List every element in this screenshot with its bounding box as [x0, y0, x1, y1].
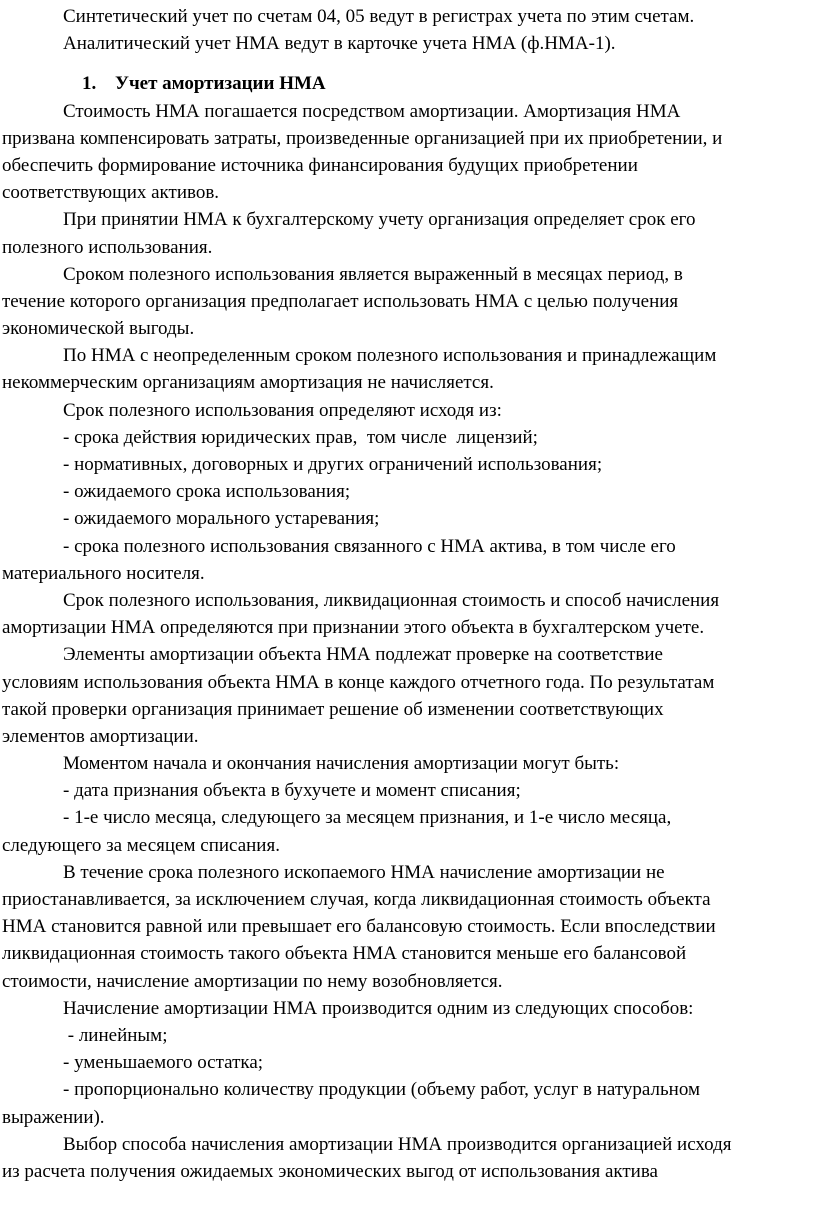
- paragraph-line: экономической выгоды.: [2, 318, 195, 340]
- paragraph-line: - линейным;: [63, 1024, 168, 1046]
- paragraph-line: При принятии НМА к бухгалтерскому учету организация определяет срок его: [63, 209, 696, 231]
- paragraph-line: условиям использования объекта НМА в конце каждого отчетного года. По результатам: [2, 671, 715, 693]
- paragraph-line: - ожидаемого морального устаревания;: [63, 508, 380, 530]
- paragraph-line: - уменьшаемого остатка;: [63, 1052, 264, 1074]
- paragraph-line: В течение срока полезного ископаемого НМА начисление амортизации не: [63, 861, 665, 883]
- paragraph-line: Сроком полезного использования является выраженный в месяцах период, в: [63, 263, 683, 285]
- paragraph-line: - нормативных, договорных и других ограничений использования;: [63, 454, 603, 475]
- paragraph-line: обеспечить формирование источника финансирования будущих приобретении: [2, 154, 638, 176]
- paragraph-line: выражении).: [2, 1106, 105, 1128]
- paragraph-line: течение которого организация предполагает использовать НМА с целью получения: [2, 290, 679, 312]
- paragraph-line: - срока полезного использования связанного с НМА актива, в том числе его: [63, 535, 676, 557]
- section-number: 1.: [82, 73, 97, 95]
- paragraph-line: элементов амортизации.: [2, 725, 199, 747]
- paragraph-line: призвана компенсировать затраты, произведенные организацией при их приобретении, и: [2, 127, 723, 149]
- paragraph-line: амортизации НМА определяются при признании этого объекта в бухгалтерском учете.: [2, 617, 705, 639]
- paragraph-line: Срок полезного использования, ликвидационная стоимость и способ начисления: [63, 589, 720, 611]
- paragraph-line: - дата признания объекта в бухучете и момент списания;: [63, 780, 521, 802]
- paragraph-line: материального носителя.: [2, 562, 205, 584]
- intro-line: Аналитический учет НМА ведут в карточке учета НМА (ф.НМА-1).: [63, 33, 616, 55]
- intro-block: [2, 3, 798, 57]
- paragraph-line: - срока действия юридических прав, том числе лицензий;: [63, 426, 538, 448]
- paragraph-line: ликвидационная стоимость такого объекта НМА становится меньше его балансовой: [2, 943, 687, 965]
- paragraph-line: Элементы амортизации объекта НМА подлежат проверке на соответствие: [63, 644, 663, 666]
- paragraph-line: Начисление амортизации НМА производится одним из следующих способов:: [63, 997, 694, 1019]
- section-title: Учет амортизации НМА: [115, 73, 326, 95]
- paragraph-line: стоимости, начисление амортизации по нему возобновляется.: [2, 970, 503, 992]
- paragraph-line: - 1-е число месяца, следующего за месяцем признания, и 1-е число месяца,: [63, 807, 672, 829]
- paragraph-line: Выбор способа начисления амортизации НМА производится организацией исходя: [63, 1133, 732, 1155]
- paragraph-line: следующего за месяцем списания.: [2, 834, 280, 856]
- paragraph-line: - пропорционально количеству продукции (объему работ, услуг в натуральном: [63, 1079, 700, 1101]
- paragraph-line: приостанавливается, за исключением случая, когда ликвидационная стоимость объекта: [2, 889, 711, 910]
- paragraph-line: из расчета получения ожидаемых экономических выгод от использования актива: [2, 1160, 658, 1182]
- paragraph-line: Срок полезного использования определяют исходя из:: [63, 399, 502, 421]
- paragraph-line: полезного использования.: [2, 236, 213, 258]
- paragraph-line: Стоимость НМА погашается посредством амортизации. Амортизация НМА: [63, 100, 681, 122]
- paragraph-line: - ожидаемого срока использования;: [63, 481, 351, 503]
- paragraph-line: НМА становится равной или превышает его балансовую стоимость. Если впоследствии: [2, 916, 716, 938]
- paragraph-line: некоммерческим организациям амортизация не начисляется.: [2, 372, 494, 394]
- intro-line: Синтетический учет по счетам 04, 05 ведут в регистрах учета по этим счетам.: [63, 6, 695, 27]
- section-heading: [2, 70, 798, 97]
- paragraph-line: По НМА с неопределенным сроком полезного использования и принадлежащим: [63, 345, 717, 367]
- paragraph-line: Моментом начала и окончания начисления амортизации могут быть:: [63, 753, 620, 775]
- document-body: [2, 98, 798, 1186]
- paragraph-line: такой проверки организация принимает решение об изменении соответствующих: [2, 698, 664, 720]
- paragraph-line: соответствующих активов.: [2, 182, 220, 204]
